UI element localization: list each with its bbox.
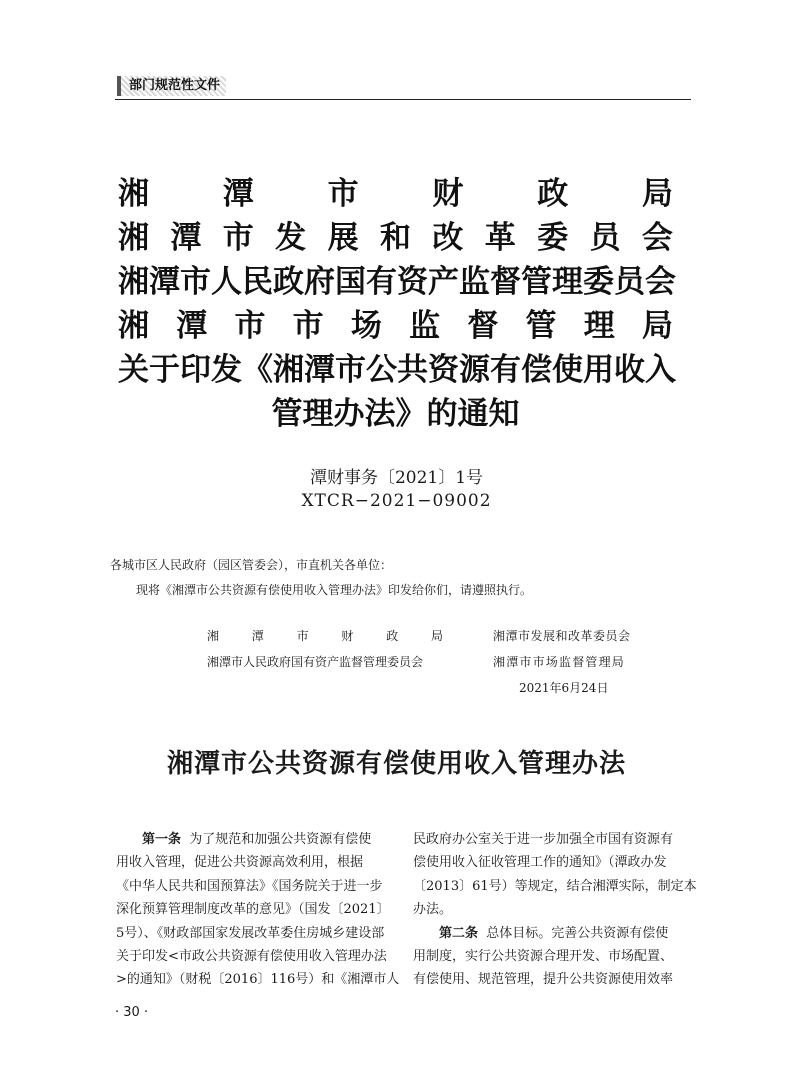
article-1-label: 第一条 [142,832,182,847]
document-code: XTCR−2021−09002 [301,491,492,511]
salutation: 各城市区人民政府（园区管委会），市直机关各单位： [110,558,393,572]
left-column [116,828,400,992]
page-number: · 30 · [115,1005,149,1020]
document-title [118,172,676,436]
article-1-cont-line-3: 〔2013〕61号）等规定，结合湘潭实际，制定本 [413,878,697,894]
article-1-cont-line-4: 办法。 [413,902,453,918]
document-number: 潭财事务〔2021〕1号 [309,468,484,488]
header-rule [115,99,691,100]
title-subject-line-2: 管理办法》的通知 [271,396,520,432]
article-1-line-4: 深化预算管理制度改革的意见》（国发〔2021〕 [116,902,390,918]
signatory-left-1: 湘 潭 市 财 政 局 [207,629,443,643]
article-1-cont-line-1: 民政府办公室关于进一步加强全市国有资源有 [413,832,674,847]
title-subject-line-1: 关于印发《湘潭市公共资源有偿使用收入 [118,352,676,388]
issuer-line-3: 湘 潭 市 人 民 政 府 国 有 资 产 监 督 管 理 委 员 会 [118,264,676,300]
issuer-line-4: 湘 潭 市 市 场 监 督 管 理 局 [118,308,673,344]
regulation-title: 湘潭市公共资源有偿使用收入管理办法 [166,749,626,779]
article-1-line-6: 关于印发<市政公共资源有偿使用收入管理办法 [116,949,387,965]
article-2-line-3: 有偿使用、规范管理，提升公共资源使用效率 [413,972,674,988]
signatory-right-1: 湘潭市发展和改革委员会 [493,629,631,643]
signatory-left-2: 湘潭市人民政府国有资产监督管理委员会 [207,655,424,669]
article-2-label: 第二条 [439,925,479,941]
right-column [413,828,697,992]
article-1-line-1: 为了规范和加强公共资源有偿使 [189,832,372,847]
issuer-line-1: 湘 潭 市 财 政 局 [118,176,673,212]
issuer-line-2: 湘 潭 市 发 展 和 改 革 委 员 会 [118,220,673,256]
article-2-line-2: 用制度，实行公共资源合理开发、市场配置、 [413,949,674,965]
article-1-line-7: >的通知》（财税〔2016〕116号）和《湘潭市人 [116,972,400,988]
article-1-line-2: 用收入管理，促进公共资源高效利用，根据 [116,855,364,871]
article-2-line-1: 总体目标。完善公共资源有偿使 [486,925,669,941]
section-label: 部门规范性文件 [117,76,226,96]
article-1-line-3: 《中华人民共和国预算法》《国务院关于进一步 [116,878,383,894]
signatory-right-2: 湘潭市市场监督管理局 [493,655,626,669]
article-1-line-5: 5号）、《财政部国家发展改革委住房城乡建设部 [116,925,385,941]
issue-date: 2021年6月24日 [519,681,609,695]
article-1-cont-line-2: 偿使用收入征收管理工作的通知》（潭政办发 [413,855,667,871]
instruction: 现将《湘潭市公共资源有偿使用收入管理办法》印发给你们，请遵照执行。 [136,583,533,597]
